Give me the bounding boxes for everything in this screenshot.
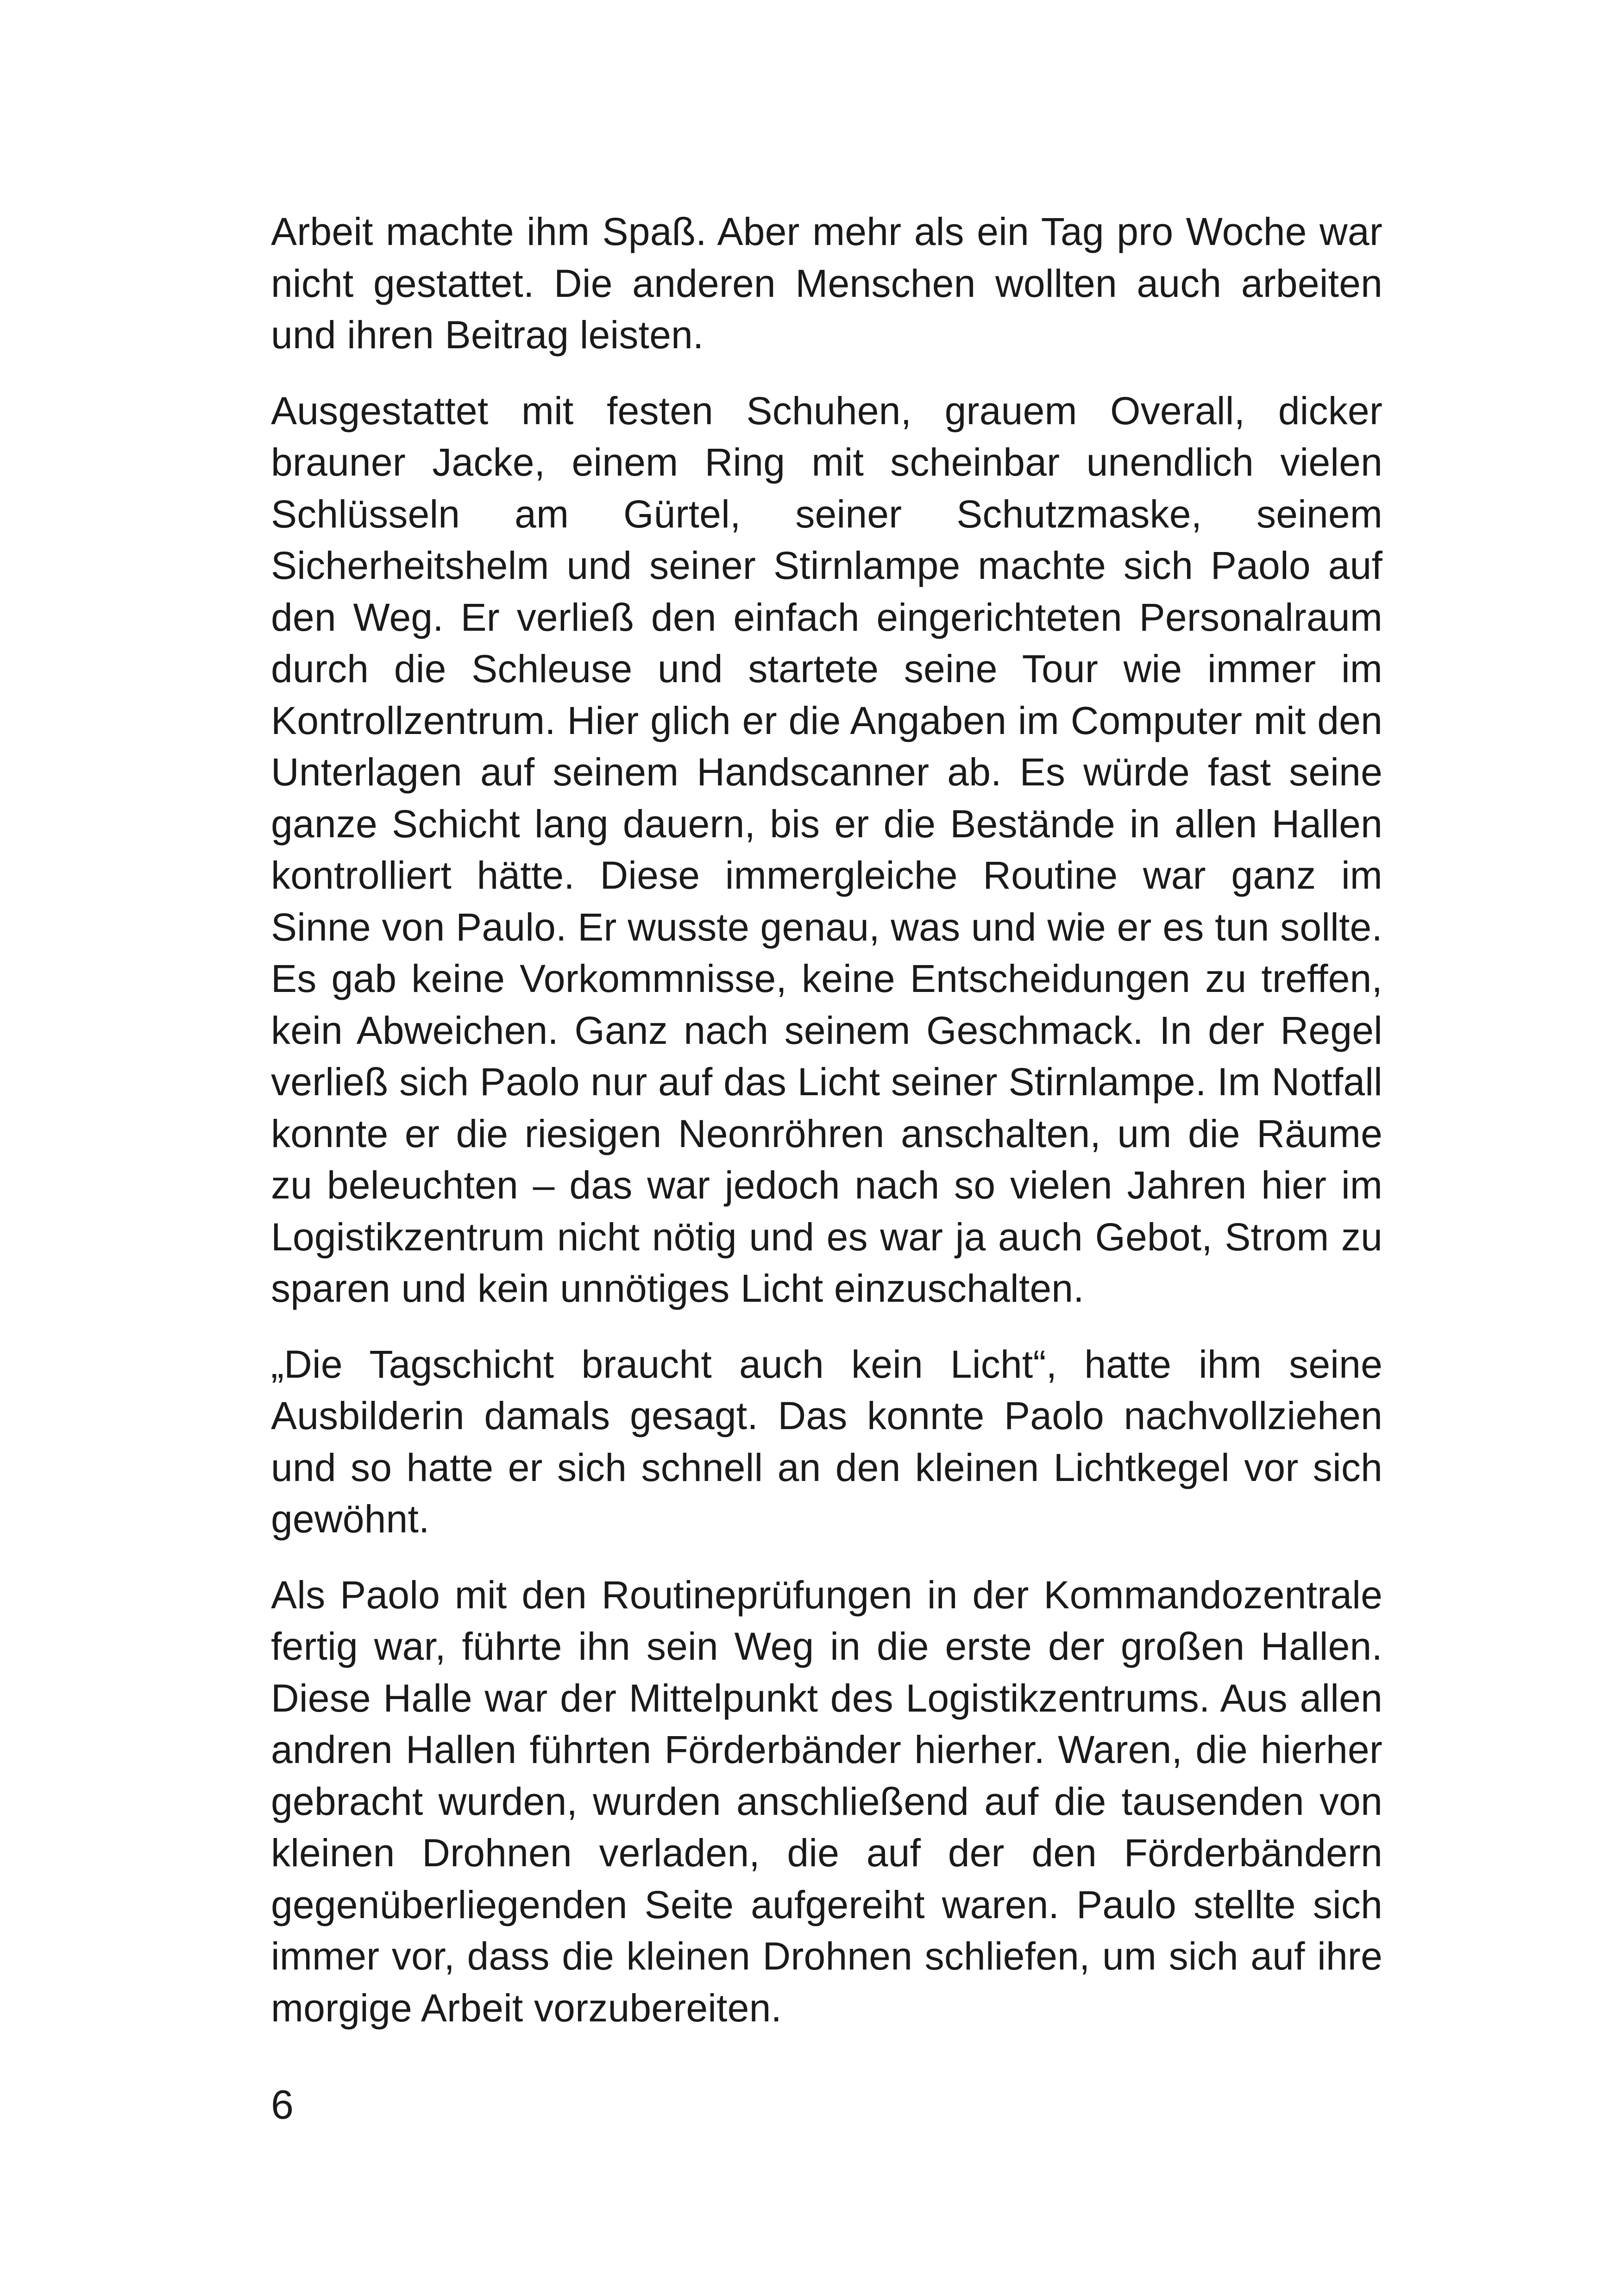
paragraph-3: „Die Tagschicht braucht auch kein Licht“, hatte ihm seine Ausbilderin damals gesagt. Das konnte Paolo nachvollziehen und so hatte er sich schnell an den kleinen Lichtkegel vor sich gewöhnt.: [271, 1342, 1382, 1541]
paragraph-4: Als Paolo mit den Routineprüfungen in der Kommandozentrale fertig war, führte ihn sein Weg in die erste der großen Hallen. Diese Halle war der Mittelpunkt des Logistikzentrums. Aus allen andren Hallen führten Förderbänder hierher. Waren, die hierher gebracht wurden, wurden anschließend auf die tausenden von kleinen Drohnen verladen, die auf der den Förderbändern gegenüberliegenden Seite aufgereiht waren. Paulo stellte sich immer vor, dass die kleinen Drohnen schliefen, um sich auf ihre morgige Arbeit vorzubereiten.: [271, 1573, 1382, 2030]
page-number: 6: [271, 2082, 294, 2127]
paragraph-1: Arbeit machte ihm Spaß. Aber mehr als ein Tag pro Woche war nicht gestattet. Die anderen Menschen wollten auch arbeiten und ihren Beitrag leisten.: [271, 210, 1382, 357]
body-text: [271, 206, 1382, 2058]
paragraph-2: Ausgestattet mit festen Schuhen, grauem Overall, dicker brauner Jacke, einem Ring mit scheinbar unendlich vielen Schlüsseln am Gürtel, seiner Schutzmaske, seinem Sicherheitshelm und seiner Stirnlampe machte sich Paolo auf den Weg. Er verließ den einfach eingerichteten Personalraum durch die Schleuse und startete seine Tour wie immer im Kontrollzentrum. Hier glich er die Angaben im Computer mit den Unterlagen auf seinem Handscanner ab. Es würde fast seine ganze Schicht lang dauern, bis er die Bestände in allen Hallen kontrolliert hätte. Diese immergleiche Routine war ganz im Sinne von Paulo. Er wusste genau, was und wie er es tun sollte. Es gab keine Vorkommnisse, keine Entscheidungen zu treffen, kein Abweichen. Ganz nach seinem Geschmack. In der Regel verließ sich Paolo nur auf das Licht seiner Stirnlampe. Im Notfall konnte er die riesigen Neonröhren anschalten, um die Räume zu beleuchten – das war jedoch nach so vielen Jahren hier im Logistikzentrum nicht nötig und es war ja auch Gebot, Strom zu sparen und kein unnötiges Licht einzuschalten.: [271, 389, 1382, 1310]
